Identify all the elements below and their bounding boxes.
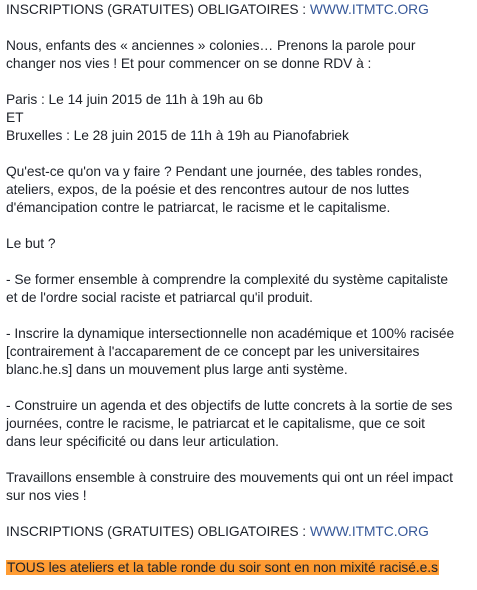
paris-date-line: Paris : Le 14 juin 2015 de 11h à 19h au 6b xyxy=(6,92,263,107)
together-line: Travaillons ensemble à construire des mouvements qui ont un réel impact xyxy=(6,470,453,485)
registration-header-text: INSCRIPTIONS (GRATUITES) OBLIGATOIRES : xyxy=(6,2,310,17)
activities-line: d'émancipation contre le patriarcat, le racisme et le capitalisme. xyxy=(6,200,391,215)
and-line: ET xyxy=(6,110,24,125)
goal-line: - Inscrire la dynamique intersectionnelle non académique et 100% racisée xyxy=(6,326,455,341)
activities-paragraph xyxy=(6,163,474,217)
non-mixity-note xyxy=(6,559,474,577)
post-body xyxy=(6,1,474,577)
dates-paragraph xyxy=(6,91,474,145)
highlighted-note: TOUS les ateliers et la table ronde du soir sont en non mixité racisé.e.s xyxy=(7,560,438,575)
registration-footer-text: INSCRIPTIONS (GRATUITES) OBLIGATOIRES : xyxy=(6,524,310,539)
intro-paragraph xyxy=(6,37,474,73)
registration-footer xyxy=(6,523,474,541)
brussels-date-line: Bruxelles : Le 28 juin 2015 de 11h à 19h au Pianofabriek xyxy=(6,128,349,143)
together-paragraph xyxy=(6,469,474,505)
goal-line: [contrairement à l'accaparement de ce concept par les universitaires xyxy=(6,344,420,359)
goal-item-1 xyxy=(6,271,474,307)
goal-line: - Construire un agenda et des objectifs de lutte concrets à la sortie de ses xyxy=(6,398,453,413)
goal-line: et de l'ordre social raciste et patriarcal qu'il produit. xyxy=(6,290,313,305)
registration-header xyxy=(6,1,474,19)
activities-line: ateliers, expos, de la poésie et des rencontres autour de nos luttes xyxy=(6,182,410,197)
registration-footer-link[interactable]: WWW.ITMTC.ORG xyxy=(309,524,429,539)
together-line: sur nos vies ! xyxy=(6,488,87,503)
goal-line: blanc.he.s] dans un mouvement plus large anti système. xyxy=(6,362,348,377)
intro-line: Nous, enfants des « anciennes » colonies… Prenons la parole pour xyxy=(6,38,416,53)
goal-line: journées, contre le racisme, le patriarcat et le capitalisme, que ce soit xyxy=(6,416,425,431)
goal-item-2 xyxy=(6,325,474,379)
goal-title xyxy=(6,235,474,253)
goal-line: - Se former ensemble à comprendre la complexité du système capitaliste xyxy=(6,272,449,287)
registration-header-link[interactable]: WWW.ITMTC.ORG xyxy=(309,2,429,17)
goal-line: dans leur spécificité ou dans leur articulation. xyxy=(6,434,279,449)
intro-line: changer nos vies ! Et pour commencer on se donne RDV à : xyxy=(6,56,372,71)
goal-title-text: Le but ? xyxy=(6,236,56,251)
activities-line: Qu'est-ce qu'on va y faire ? Pendant une journée, des tables rondes, xyxy=(6,164,423,179)
goal-item-3 xyxy=(6,397,474,451)
